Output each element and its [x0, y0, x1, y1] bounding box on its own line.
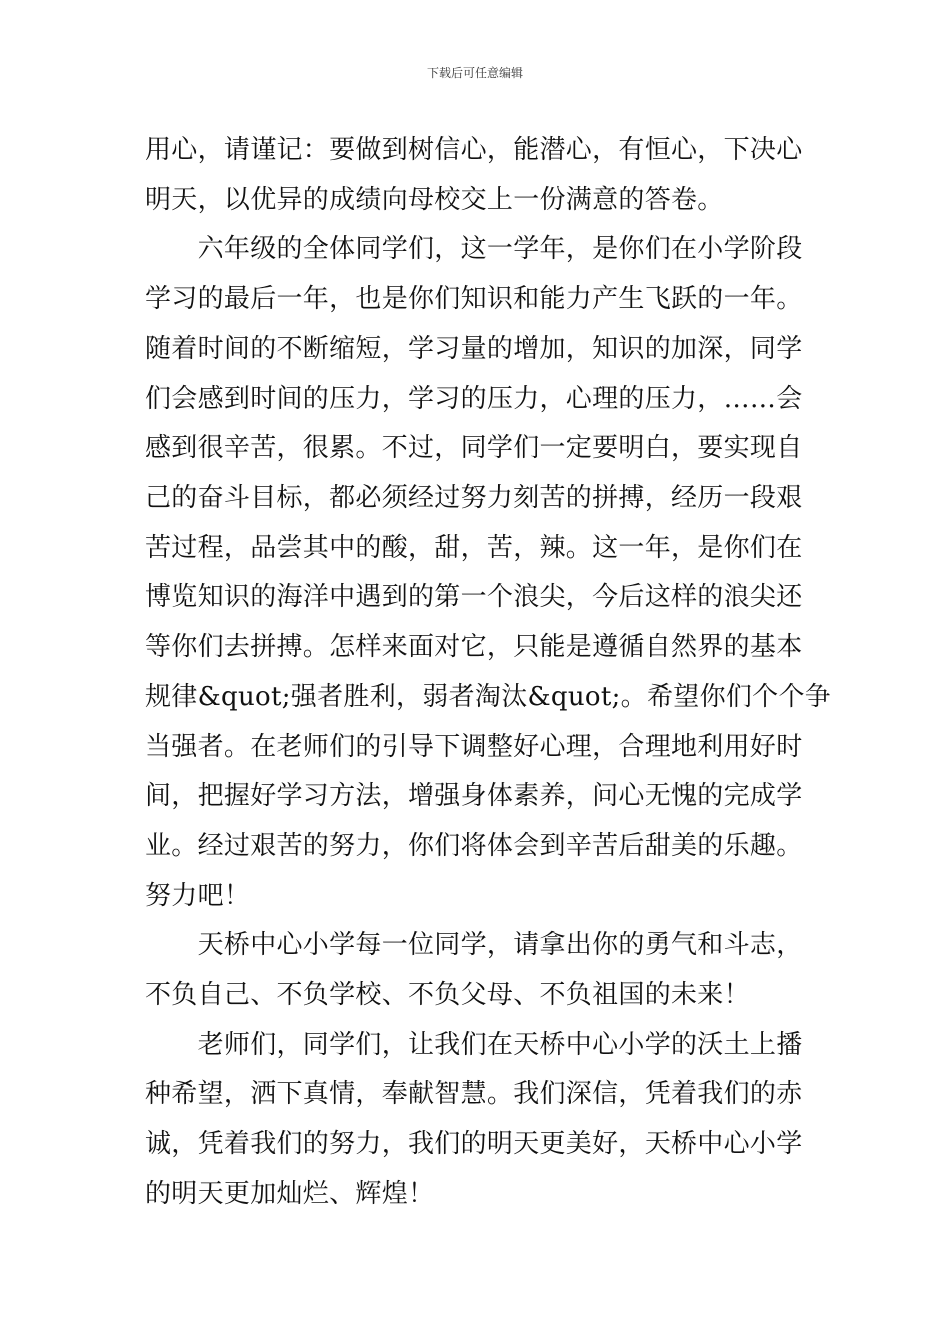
text-line: 学习的最后一年，也是你们知识和能力产生飞跃的一年。	[145, 284, 803, 314]
text-line: 等你们去拼搏。怎样来面对它，只能是遵循自然界的基本	[145, 632, 803, 662]
text-line: 规律&quot;强者胜利，弱者淘汰&quot;。希望你们个个争	[145, 682, 832, 712]
text-line: 用心，请谨记：要做到树信心，能潜心，有恒心，下决心	[145, 135, 803, 165]
text-line: 感到很辛苦，很累。不过，同学们一定要明白，要实现自	[145, 433, 803, 463]
text-line: 业。经过艰苦的努力，你们将体会到辛苦后甜美的乐趣。	[145, 831, 803, 861]
text-line: 天桥中心小学每一位同学，请拿出你的勇气和斗志，	[145, 930, 803, 960]
text-line: 明天，以优异的成绩向母校交上一份满意的答卷。	[145, 185, 724, 215]
text-line: 六年级的全体同学们，这一学年，是你们在小学阶段	[145, 234, 803, 264]
text-line: 努力吧！	[145, 881, 251, 911]
text-line: 诚，凭着我们的努力，我们的明天更美好，天桥中心小学	[145, 1129, 803, 1159]
text-line: 随着时间的不断缩短，学习量的增加，知识的加深，同学	[145, 334, 803, 364]
page-header: 下载后可任意编辑	[426, 66, 523, 80]
text-line: 们会感到时间的压力，学习的压力，心理的压力，……会	[145, 384, 803, 414]
text-line: 的明天更加灿烂、辉煌！	[145, 1179, 435, 1209]
text-line: 老师们，同学们，让我们在天桥中心小学的沃土上播	[145, 1030, 803, 1060]
text-line: 苦过程，品尝其中的酸，甜，苦，辣。这一年，是你们在	[145, 533, 803, 563]
text-line: 种希望，洒下真情，奉献智慧。我们深信，凭着我们的赤	[145, 1079, 803, 1109]
text-line: 当强者。在老师们的引导下调整好心理，合理地利用好时	[145, 732, 803, 762]
text-line: 间，把握好学习方法，增强身体素养，问心无愧的完成学	[145, 781, 803, 811]
text-line: 不负自己、不负学校、不负父母、不负祖国的未来！	[145, 980, 750, 1010]
text-line: 己的奋斗目标，都必须经过努力刻苦的拼搏，经历一段艰	[145, 483, 803, 513]
text-line: 博览知识的海洋中遇到的第一个浪尖，今后这样的浪尖还	[145, 582, 803, 612]
